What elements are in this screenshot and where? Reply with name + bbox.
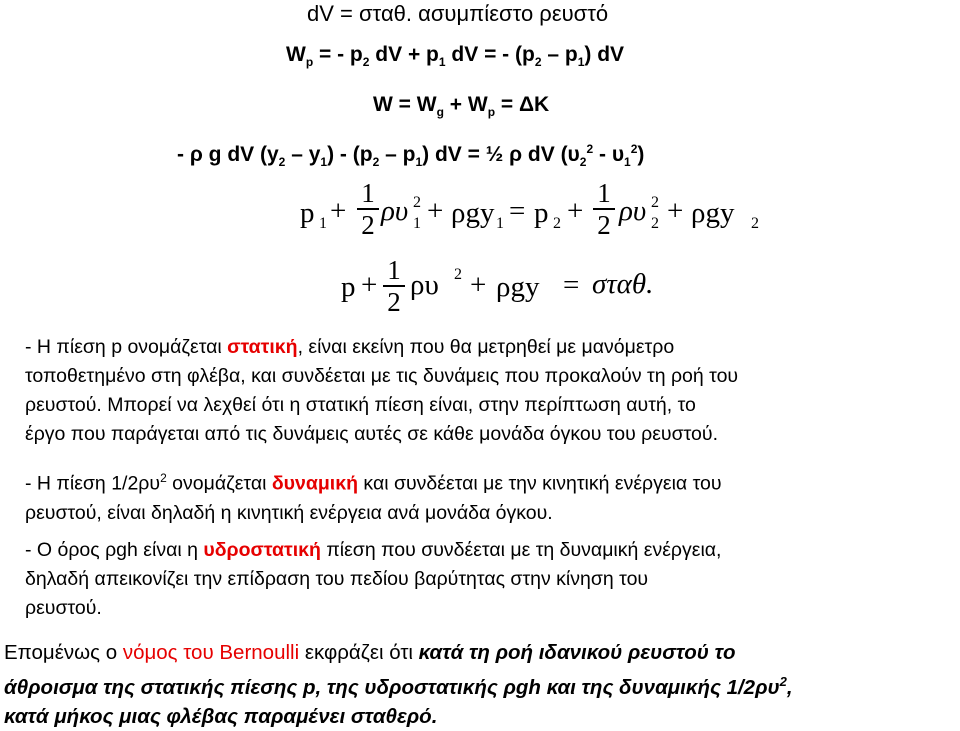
- term-bernoulli-law: νόμος του Bernoulli: [122, 641, 300, 664]
- conc-emph: ,: [786, 675, 793, 699]
- bp-rho: ρ: [381, 195, 395, 227]
- eq2-t1: = - p: [313, 43, 363, 66]
- bp-sup: 2: [651, 194, 659, 211]
- conclusion-line2: [4, 667, 793, 702]
- para1-line1: [25, 333, 738, 362]
- eq3-sub-p: p: [487, 105, 496, 119]
- paragraph-hydrostatic-pressure: [25, 536, 721, 623]
- eq4-sub: 2: [579, 155, 587, 169]
- eq2-sub-p: p: [305, 55, 314, 69]
- para1-text: - Η πίεση p ονομάζεται: [25, 336, 228, 358]
- para2-line2: ρευστού, είναι δηλαδή η κινητική ενέργεια ανά μονάδα όγκου.: [25, 501, 553, 524]
- bg-const: σταθ.: [592, 268, 654, 300]
- eq2-w: W: [286, 43, 306, 66]
- eq3-t2: + W: [443, 93, 488, 116]
- eq4-sub: 1: [320, 155, 328, 169]
- eq2-sub: 2: [362, 55, 370, 69]
- eq2-t4: – p: [541, 43, 578, 66]
- eq4-sub: 1: [415, 155, 423, 169]
- conclusion-line1: [4, 638, 793, 667]
- eq4-t: - ρ g dV (y: [177, 143, 279, 166]
- bp-sub: 1: [413, 215, 421, 232]
- conc-emph: άθροισμα της στατικής πίεσης p, της υδροστατικής ρgh και της δυναμικής 1/2ρυ: [4, 675, 780, 699]
- eq2-t2: dV + p: [369, 43, 439, 66]
- bp-plus: +: [667, 195, 684, 227]
- eq3-t1: W = W: [373, 93, 437, 116]
- bp-upsilon: υ: [632, 195, 647, 227]
- bp-plus: +: [567, 195, 584, 227]
- eq2-t5: ) dV: [584, 43, 625, 66]
- eq4-t: - υ: [593, 143, 625, 166]
- bp-den: 2: [597, 210, 611, 240]
- eq2-sub: 1: [438, 55, 446, 69]
- eq4-sub: 2: [372, 155, 380, 169]
- conclusion-paragraph: [4, 638, 793, 731]
- para1-line4: έργο που παράγεται από τις δυνάμεις αυτές σε κάθε μονάδα όγκου του ρευστού.: [25, 423, 718, 445]
- term-hydrostatic: υδροστατική: [203, 539, 321, 561]
- para1-text: , είναι εκείνη που θα μετρηθεί με μανόμετρο: [297, 336, 675, 358]
- eq2-sub: 1: [577, 55, 585, 69]
- bp-sub: 1: [496, 215, 504, 232]
- eq4-sub: 2: [278, 155, 286, 169]
- bp-num: 1: [361, 178, 375, 208]
- bg-half: [383, 255, 405, 317]
- bg-rho-u: ρυ: [410, 269, 439, 301]
- conc-text: εκφράζει ότι: [299, 641, 419, 664]
- bp-rhogy: ρgy: [691, 197, 735, 229]
- eq4-t: – y: [285, 143, 321, 166]
- para1-line3: ρευστού. Μπορεί να λεχθεί ότι η στατική πίεση είναι, στην περίπτωση αυτή, το: [25, 394, 696, 416]
- eq2-sub: 2: [534, 55, 542, 69]
- bg-plus: +: [470, 269, 487, 301]
- bg-sup: 2: [454, 266, 462, 283]
- bp-den: 2: [361, 210, 375, 240]
- bg-rhogy: ρgy: [496, 271, 540, 303]
- conc-sup: 2: [779, 674, 787, 689]
- bp-rho: ρ: [619, 195, 633, 227]
- eq2-t3: dV = - (p: [445, 43, 535, 66]
- bp-p1: p: [300, 197, 315, 229]
- term-dynamic: δυναμική: [271, 472, 359, 495]
- bp-plus: +: [330, 195, 347, 227]
- para3-line3: ρευστού.: [25, 597, 102, 619]
- para2-text: και συνδέεται με την κινητική ενέργεια του: [358, 472, 722, 495]
- eq4-t: ): [637, 143, 645, 166]
- bp-rhogy: ρgy: [451, 197, 495, 229]
- bernoulli-general-equation: [0, 0, 960, 345]
- eq4-sup: 2: [586, 142, 594, 156]
- bp-sub: 2: [751, 215, 759, 232]
- term-static: στατική: [227, 336, 298, 358]
- paragraph-dynamic-pressure: [25, 464, 722, 528]
- eq1-text: dV = σταθ. ασυμπίεστο ρευστό: [307, 1, 609, 26]
- eq4-sup: 2: [630, 142, 638, 156]
- bp-plus: +: [427, 195, 444, 227]
- para3-text: - Ο όρος ρgh είναι η: [25, 539, 204, 561]
- bg-p: p: [341, 271, 356, 303]
- eq4-sub: 1: [624, 155, 631, 169]
- bg-num: 1: [387, 255, 401, 285]
- paragraph-static-pressure: [25, 333, 738, 449]
- bp-upsilon: υ: [394, 195, 409, 227]
- bp-sup: 2: [413, 194, 421, 211]
- eq4-t: ) - (p: [327, 143, 373, 166]
- para3-text: πίεση που συνδέεται με τη δυναμική ενέργεια,: [320, 539, 722, 561]
- conclusion-line3: κατά μήκος μιας φλέβας παραμένει σταθερό.: [4, 704, 438, 728]
- para1-line2: τοποθετημένο στη φλέβα, και συνδέεται με τις δυνάμεις που προκαλούν τη ροή του: [25, 365, 739, 387]
- eq3-sub-g: g: [436, 105, 444, 119]
- para3-line2: δηλαδή απεικονίζει την επίδραση του πεδίου βαρύτητας στην κίνηση του: [25, 568, 649, 590]
- conc-text: Επομένως ο: [4, 641, 123, 664]
- bg-den: 2: [387, 287, 401, 317]
- para3-line1: [25, 536, 721, 565]
- para2-text: ονομάζεται: [166, 472, 272, 495]
- para2-line1: [25, 464, 722, 499]
- eq4-t: – p: [379, 143, 416, 166]
- bg-plus: +: [361, 269, 378, 301]
- bp-sub: 2: [553, 215, 561, 232]
- eq4-t: ) dV = ½ ρ dV (υ: [422, 143, 580, 166]
- bp-sub: 2: [651, 215, 659, 232]
- para2-sup: 2: [160, 471, 167, 485]
- bp-sub: 1: [319, 215, 327, 232]
- bg-equals: =: [563, 269, 580, 301]
- eq3-t3: = ΔK: [495, 93, 550, 116]
- para2-text: - Η πίεση 1/2ρυ: [25, 472, 161, 495]
- conc-emph: κατά τη ροή ιδανικού ρευστού το: [418, 641, 736, 664]
- bp-p2: p: [534, 197, 549, 229]
- bp-num: 1: [597, 178, 611, 208]
- bp-equals: =: [509, 195, 526, 227]
